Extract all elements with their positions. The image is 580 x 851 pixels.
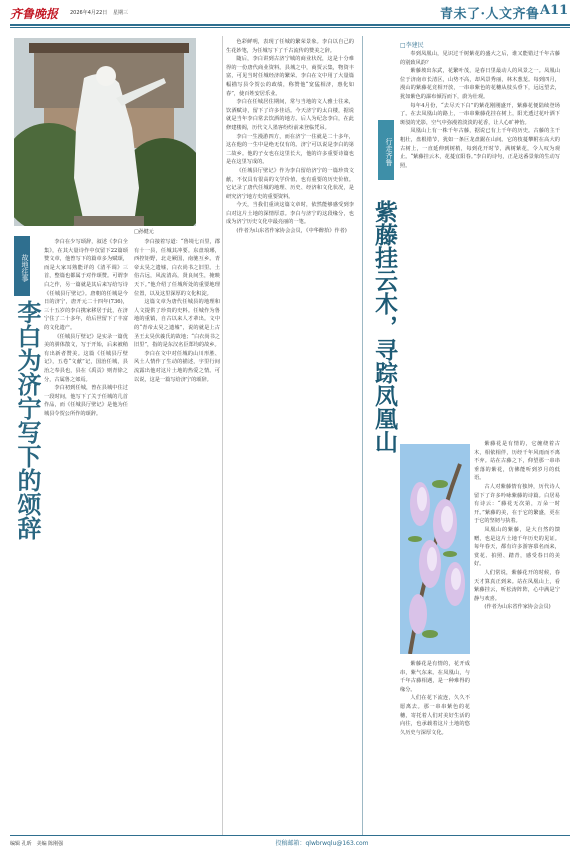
story2-column-top	[400, 50, 560, 440]
masthead	[10, 3, 570, 25]
paragraph: 李白接着写道：“鲁境七百里，郡有十一县，任城其冲要。东盘琅琊，西控钜野，北走厥国，南驰互乡。青帝太昊之遗墟，白衣尚书之旧里。土俗古远，风流清高，贤良间生，掩映天下。”他介绍了任城所处的重要地理位置，以及这里深厚的文化积淀。	[134, 239, 220, 297]
paragraph: 紫藤坡出东武，花繁叶茂，是春日里最动人的风景之一。凤凰山位于济南市长清区，山势不高，却风景秀丽，林木葱茏。每到四月，漫山的紫藤花竞相开放，一串串紫色的花穗从枝头垂下，远远望去，犹如紫色的瀑布倾泻而下，蔚为壮观。	[400, 68, 560, 100]
story2-column-bottom-left	[400, 660, 470, 832]
paragraph: 紫藤花是有情的，花开成串，紫气东来。在凤凰山，与千年古藤相遇，是一种难得的缘分。	[400, 661, 470, 693]
newspaper-logo: 齐鲁晚报	[10, 7, 59, 21]
story2-column-tag: 行走齐鲁	[378, 120, 394, 180]
paragraph: 李白在少写颂辞，叙述《李白全集》，在其大量诗作中仅留下22篇颂赞文章，他曾写下的篇章多为赋颂，而是大家耳熟能详的《清平调》三首，整篇也都属于对作颂赞。可谓李白之作，另一篇就是其后来写给写诗《任城县厅壁记》。唐朝的任城是今日的济宁，唐开元二十四年(736)，三十五岁的李白携家移居于此，在济宁住了二十多年，给后世留下了丰富的文化遗产。	[44, 239, 128, 331]
issue-weekday: 星期三	[113, 10, 129, 16]
paragraph: 古人对紫藤情有独钟，历代诗人留下了许多吟咏紫藤的诗篇。白居易有诗云：“藤花无次第，万朵一时开。”紫藤的美，在于它的繁盛，更在于它的坚韧与执着。	[474, 483, 560, 525]
paragraph: 凤凰山上有一株千年古藤，据说已有上千年的历史。古藤的主干粗壮，盘根错节，犹如一条巨龙盘踞在山间。它的枝蔓攀附在高大的古树上，一直延伸到树梢，每到花开时节，满树紫花，令人叹为观止。“紫藤挂云木，花蔓宜阳春。”李白的诗句，正是这番景象的生动写照。	[400, 128, 560, 169]
paragraph: 《任城县厅壁记》作为李白留给济宁的一篇珍贵文献，不仅具有很高的文学价值，也有重要的历史价值。它记录了唐代任城的地理、历史、经济和文化状况，是研究济宁地方史的重要资料。	[226, 167, 354, 200]
paragraph: 今天，当我们重读这篇文章时，依然能够感受到李白对这片土地的深情厚意。李白与济宁的这段缘分，也成为济宁历史文化中最亮丽的一笔。	[226, 202, 354, 226]
paragraph: 李白一生漫游四方，而在济宁一住就是二十多年，这在他的一生中是绝无仅有的。济宁可以说是李白的第二故乡。他的子女也在这里长大，他的许多重要诗篇也是在这里写成的。	[226, 133, 354, 166]
paragraph: 李白在任城居住期间，常与当地的文人雅士往来，饮酒赋诗，留下了许多佳话。今天济宁的太白楼，据说就是当年李白常去饮酒的地方。后人为纪念李白，在此修建楼阁，历代文人墨客纷纷前来登临凭吊。	[226, 99, 354, 131]
paragraph: 随后，李白讲到古济宁城的商业状况，这是十分难得的一份唐代商业资料。县城之中，商贾云集，物资丰富，可见当时任城经济的繁荣。李白在文中用了大量篇幅描写县令贺公的政绩，称赞他“宽猛相济，惠化如春”，使百姓安居乐业。	[226, 56, 354, 97]
section-title: 青未了·人文齐鲁	[440, 7, 540, 22]
paragraph: 奉到凤凰山，见识过千树紫花的盛大之后，谁又能错过千年古藤的别致风韵？	[400, 51, 560, 66]
paragraph: 《任城县厅壁记》是实录一篇优美的骈体散文，写于开始，后来被稍有出新者赞美。这篇《任城县厅壁记》，五卷“文献”记，国治任城，县治之奉县也，县在《禹贡》则青徐之分，古属鲁之郊焉。	[44, 333, 128, 383]
story2-byline: □李建民	[400, 42, 424, 49]
story1-headline: 李白为济宁写下的颂辞	[13, 300, 42, 540]
story1-column-b	[134, 238, 220, 830]
story1-column-tag: 故地往事	[14, 236, 30, 296]
issue-date: 2026年4月22日	[70, 10, 108, 16]
story1-column-a	[44, 238, 128, 830]
paragraph: 李白初到任城，曾在县城中住过一段时间，他写下了关于任城的几首作品，而《任城县厅壁记》是他为任城县令贺公所作的颂辞。	[44, 385, 128, 417]
paragraph: 每年4月份，“去尽天下白”的紫花刚刚盛开，紫藤花便陆续登场了。在去凤凰山的路上，一串串紫藤花挂在树上，阳光透过花叶洒下斑驳的光影，空气中弥漫着淡淡的花香，让人心旷神怡。	[400, 102, 560, 126]
story1-byline: □孙健元	[134, 229, 154, 235]
page-number: A11	[540, 3, 569, 18]
paragraph: 紫藤花是有情的，它缠绕着古木，相依相伴，历经千年风雨而不离不弃。站在古藤之下，仰望那一串串垂落的紫花，仿佛能听到岁月的低语。	[474, 441, 560, 482]
submission-email[interactable]: 投稿邮箱：qlwbrwqlu@163.com	[275, 840, 369, 847]
author-note: (作者为山东省作家协会会员，《中华醉拾》作者)	[236, 228, 347, 235]
editor-credits: 编辑 孔昕 美编 陈刚强	[10, 841, 64, 847]
paragraph: 凤凰山的紫藤，是大自然的馈赠，也是这片土地千年历史的见证。每年春天，都有许多游客慕名而来，赏花、拍照、踏青，感受春日的美好。	[474, 526, 560, 568]
author-note: (作者为山东省作家协会会员)	[484, 604, 551, 611]
paragraph: 这篇文章为唐代任城县的地理和人文提供了珍贵的史料。任城作为鲁地的重镇，自古以来人才辈出。文中的“青帝太昊之遗墟”，说的就是上古圣王太昊伏羲氏的故地；“白衣尚书之旧里”，指的是东汉名臣郑均的故乡。	[134, 299, 220, 349]
story2-column-right	[474, 440, 560, 832]
paragraph: 色彩鲜明，表现了任城的繁荣景象。李白以自己的生花妙笔，为任城写下了千古流传的赞美之辞。	[226, 39, 354, 54]
paragraph: 李白在文中对任城的山川形胜、风土人情作了生动的描述，字里行间流露出他对这片土地的热爱之情。可以说，这是一篇写给济宁的颂辞。	[134, 350, 220, 383]
story1-column-c	[226, 38, 354, 834]
wisteria-photo	[400, 444, 470, 654]
paragraph: 人们常说，紫藤花开的时候，春天才算真正到来。站在凤凰山上，看紫藤挂云，听松涛阵阵，心中满是宁静与欢喜。	[474, 569, 560, 602]
paragraph: 人们在花下流连，久久不愿离去。那一串串紫色的花穗，寄托着人们对美好生活的向往，也承载着这片土地的悠久历史与深厚文化。	[400, 695, 470, 736]
li-bai-statue-photo	[14, 38, 196, 226]
header-rule	[10, 24, 570, 26]
header-rule-thin	[10, 27, 570, 28]
footer-rule	[10, 835, 570, 836]
column-divider	[222, 36, 223, 836]
story2-headline: 紫藤挂云木，寻踪凤凰山	[371, 200, 398, 453]
story-divider	[362, 36, 363, 836]
